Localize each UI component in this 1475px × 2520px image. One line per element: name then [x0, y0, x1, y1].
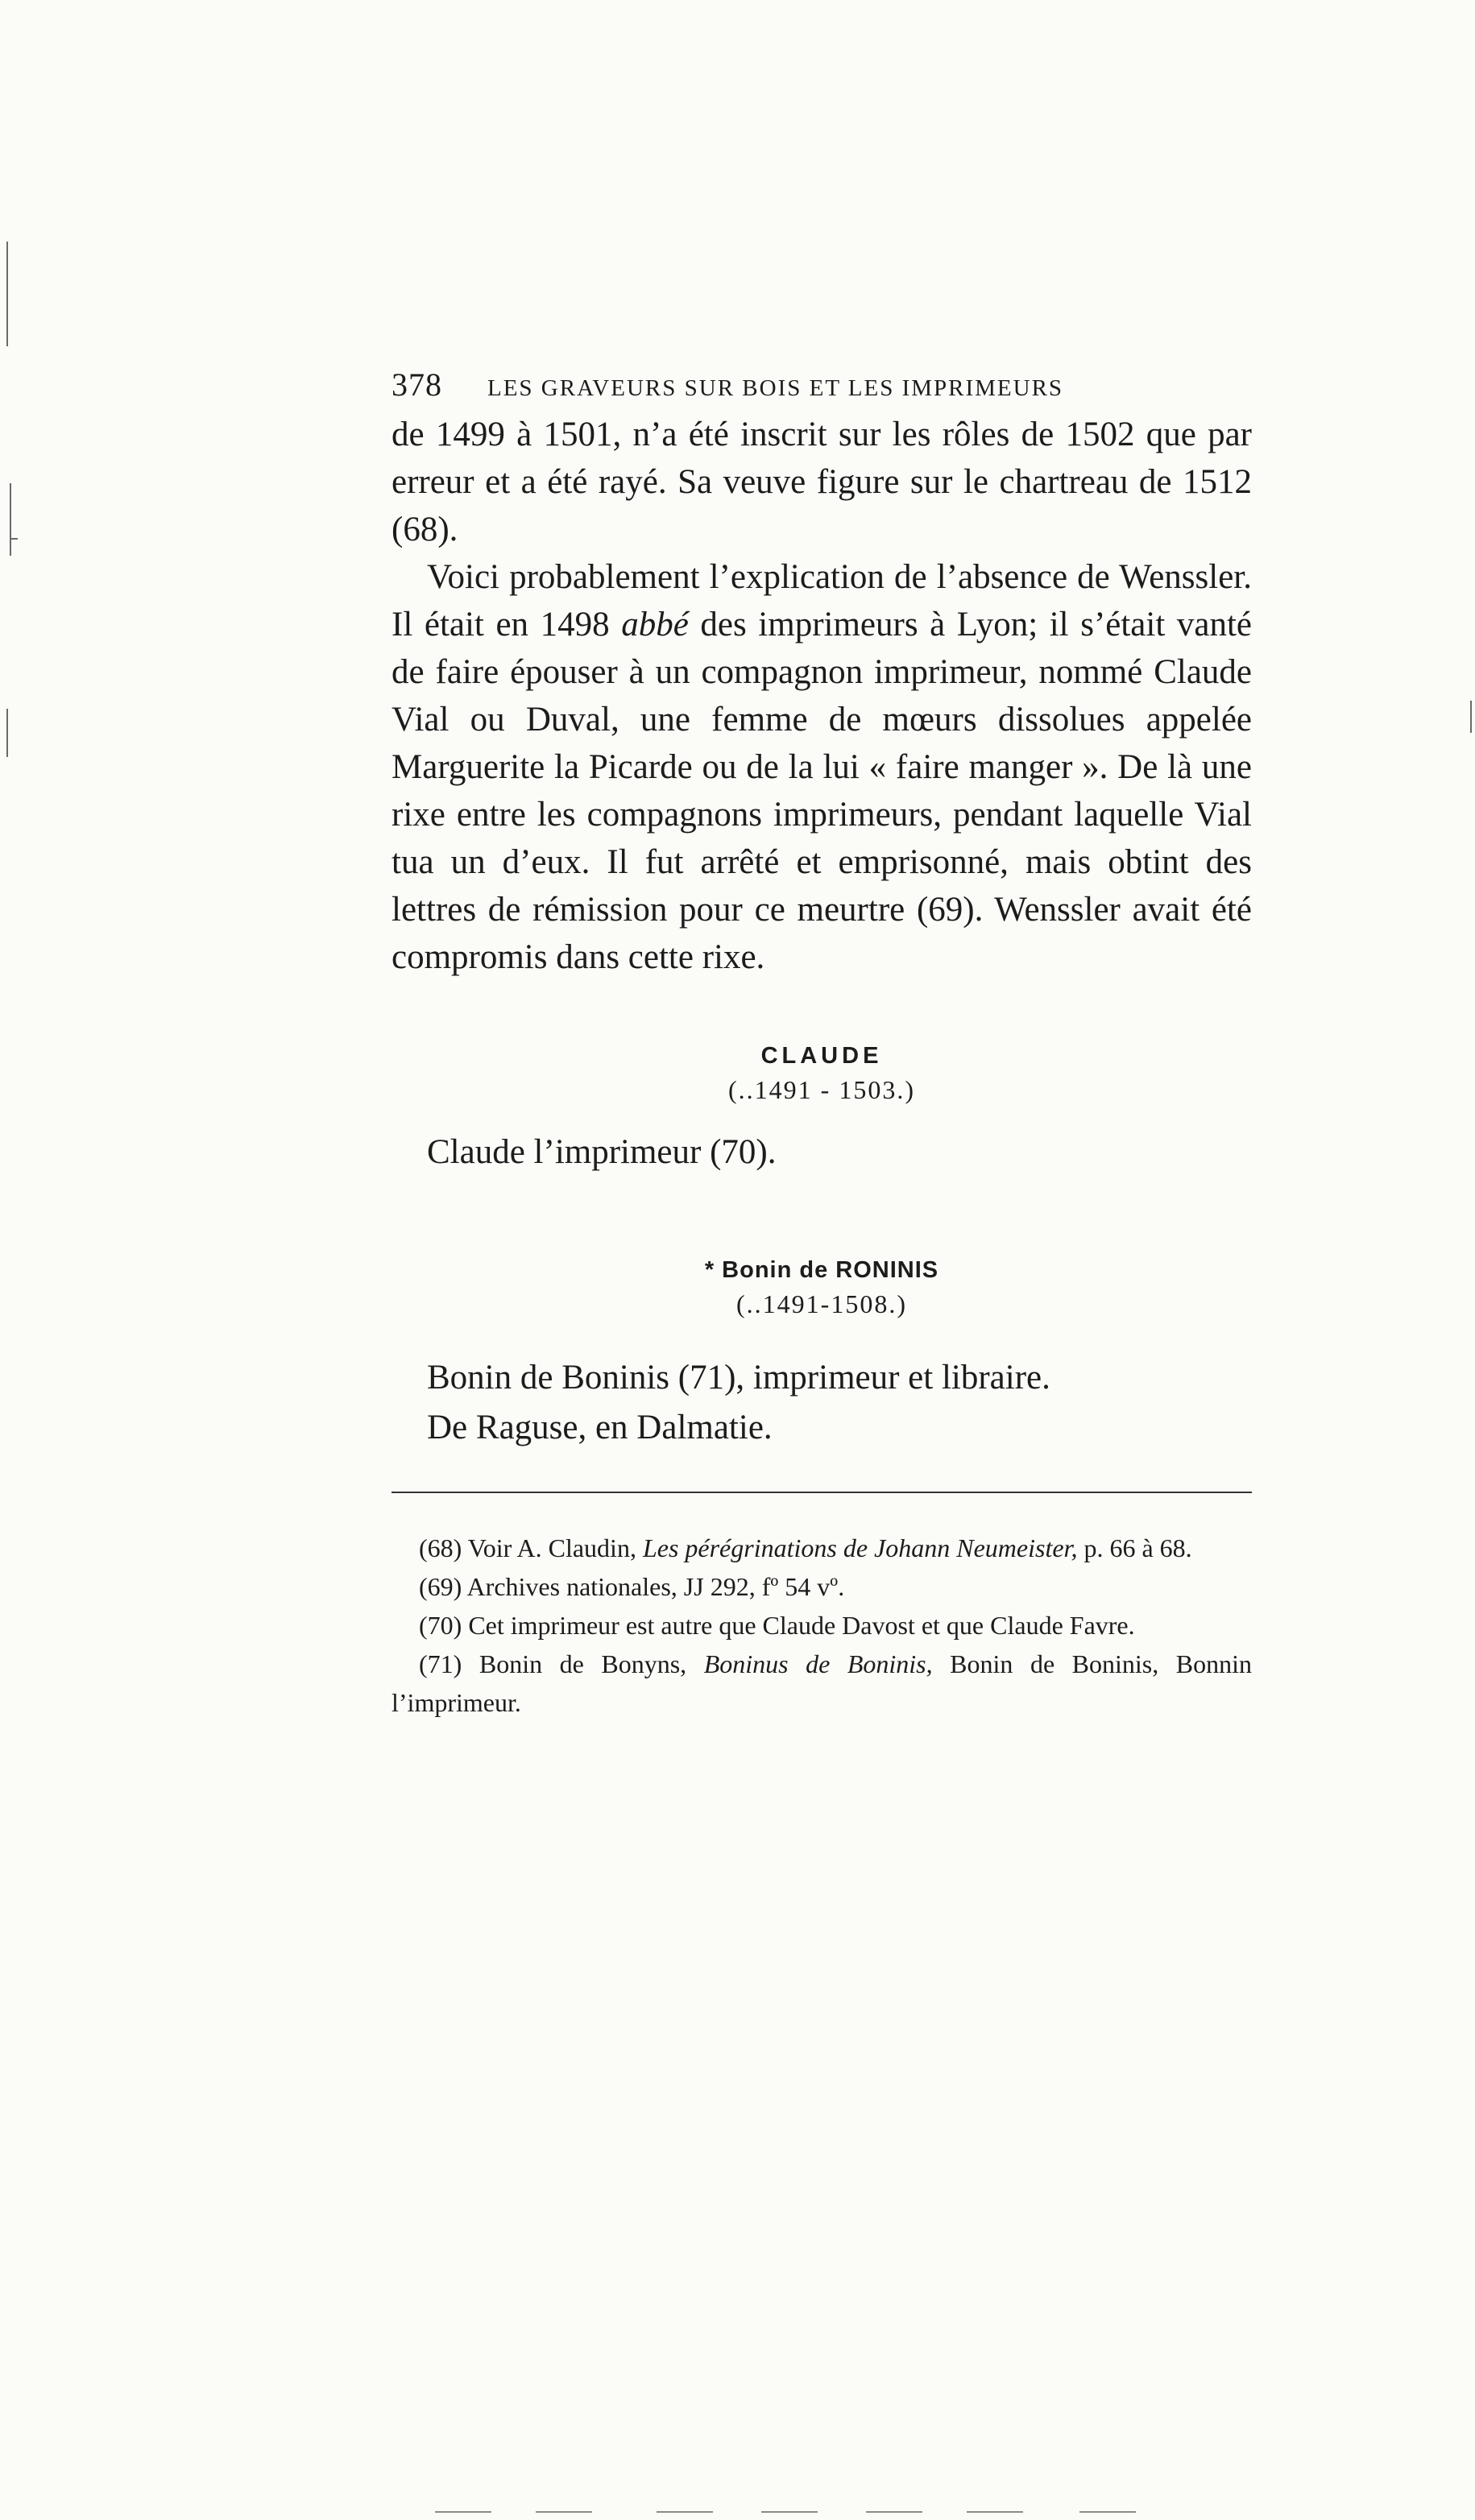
- bottom-scan-dash: [866, 2511, 922, 2513]
- section-title: CLAUDE: [760, 1043, 883, 1069]
- margin-scan-line: [6, 242, 8, 346]
- margin-scan-line: [10, 483, 11, 556]
- footnote-title: Les pérégrinations de Johann Neumeister,: [642, 1533, 1078, 1562]
- margin-scan-tick: [10, 538, 18, 540]
- footnote-rule: [392, 1492, 1252, 1493]
- footnote-text: (68) Voir A. Claudin,: [419, 1533, 643, 1562]
- page-number: 378: [392, 366, 442, 403]
- entry-text: Bonin de Boninis (71), imprimeur et libraire.: [427, 1359, 1050, 1397]
- footnote-68: [392, 1529, 1252, 1567]
- footnote-text: (71) Bonin de Bonyns,: [419, 1649, 704, 1678]
- footnote-title: Boninus de Boninis,: [703, 1649, 933, 1678]
- bottom-scan-dash: [967, 2511, 1023, 2513]
- footnote-70: (70) Cet imprimeur est autre que Claude Davost et que Claude Favre.: [419, 1611, 1135, 1640]
- footnote-text: Bonin de Boninis, Bonnin l’imprimeur.: [392, 1649, 1253, 1717]
- paragraph-text: des imprimeurs à Lyon; il s’était vanté de faire épouser à un compagnon imprimeur, nommé Claude Vial ou Duval, une femme de mœurs dissolues appelée Marguerite la Picarde ou de la lui « faire manger ». De là une rixe entre les compagnons imprimeurs, pendant laquelle Vial tua un d’eux. Il fut arrêté et emprisonné, mais obtint des lettres de rémission pour ce meurtre (69). Wenssler avait été compromis dans cette rixe.: [392, 606, 1252, 976]
- bottom-scan-dash: [1079, 2511, 1136, 2513]
- section-bonin: [392, 1253, 1252, 1321]
- running-head: [392, 366, 1252, 411]
- entry-text: Claude l’imprimeur (70).: [427, 1133, 777, 1171]
- paragraph: [392, 553, 1252, 981]
- margin-scan-line: [1470, 701, 1472, 733]
- paragraph-text: Voici probablement l’explication de l’absence de Wenssler. Il était en 1498: [392, 558, 1252, 643]
- body-text: [392, 411, 1252, 981]
- bottom-scan-dash: [761, 2511, 818, 2513]
- bottom-scan-dash: [536, 2511, 592, 2513]
- footnotes: [392, 1529, 1252, 1722]
- paragraph: de 1499 à 1501, n’a été inscrit sur les rôles de 1502 que par erreur et a été rayé. Sa veuve figure sur le chartreau de 1512 (68).: [392, 416, 1252, 548]
- italic-term: abbé: [621, 606, 689, 643]
- section-dates: (..1491-1508.): [736, 1289, 907, 1318]
- footnote-69: (69) Archives nationales, JJ 292, fº 54 vº.: [419, 1572, 845, 1601]
- footnote-71: [392, 1645, 1252, 1722]
- entry-text: De Raguse, en Dalmatie.: [427, 1409, 773, 1446]
- footnote-text: p. 66 à 68.: [1077, 1533, 1192, 1562]
- section-dates: (..1491 - 1503.): [728, 1075, 915, 1104]
- section-claude: [392, 1039, 1252, 1107]
- bottom-scan-dash: [657, 2511, 713, 2513]
- margin-scan-line: [6, 709, 8, 757]
- running-title: LES GRAVEURS SUR BOIS ET LES IMPRIMEURS: [487, 375, 1064, 401]
- text-column: [392, 366, 1252, 1722]
- section-title: * Bonin de RONINIS: [704, 1257, 939, 1283]
- bottom-scan-dash: [435, 2511, 491, 2513]
